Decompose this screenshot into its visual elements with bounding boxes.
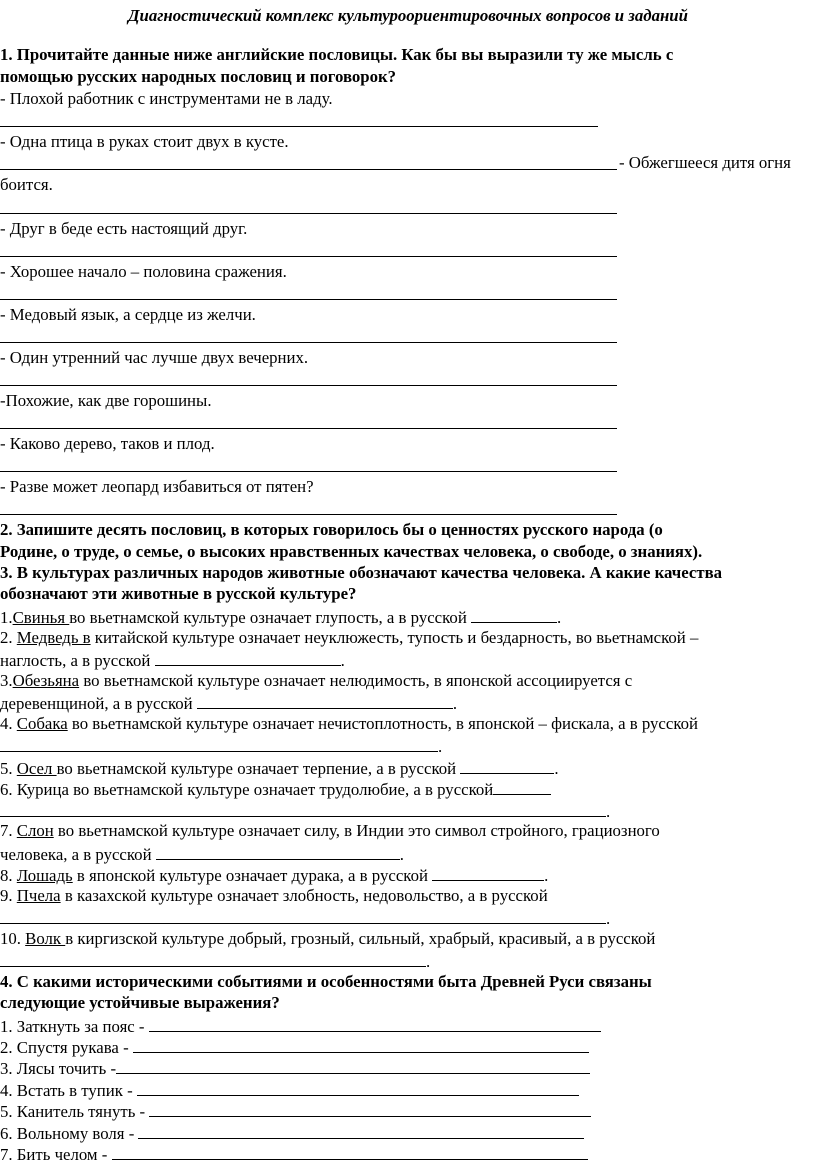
answer-blank[interactable] (149, 1015, 601, 1032)
answer-blank[interactable] (116, 1057, 590, 1074)
answer-blank[interactable] (460, 757, 554, 774)
animal-word: Волк (25, 929, 66, 948)
answer-blank[interactable] (0, 800, 606, 817)
answer-blank[interactable] (197, 692, 453, 709)
q4-item-4: 4. Встать в тупик - (0, 1079, 579, 1101)
q3-item-9-cont: . (0, 907, 610, 929)
answer-line[interactable] (0, 299, 617, 300)
q1-heading-line1: 1. Прочитайте данные ниже английские пословицы. Как бы вы выразили ту же мысль с (0, 45, 674, 64)
animal-word: Собака (16, 714, 68, 733)
q3-heading-line2: обозначают эти животные в русской культуре? (0, 584, 357, 603)
q1-proverb-7: - Один утренний час лучше двух вечерних. (0, 348, 309, 367)
q3-item-2-cont: наглость, а в русской . (0, 651, 345, 670)
answer-line[interactable] (0, 126, 598, 127)
q4-item-2: 2. Спустя рукава - (0, 1036, 589, 1058)
q1-proverb-10: - Разве может леопард избавиться от пятен? (0, 477, 314, 496)
q1-proverb-8: -Похожие, как две горошины. (0, 391, 212, 410)
answer-line[interactable] (0, 471, 617, 472)
animal-word: Лошадь (16, 866, 73, 885)
q3-item-10-cont: . (0, 950, 430, 972)
answer-blank[interactable] (432, 864, 544, 881)
answer-blank[interactable] (471, 606, 557, 623)
animal-word: Пчела (16, 886, 61, 905)
q3-item-5: 5. Осел во вьетнамской культуре означает терпение, а в русской . (0, 759, 559, 778)
animal-word: Осел (16, 759, 57, 778)
animal-word: Медведь в (16, 628, 91, 647)
q1-proverb-2: - Одна птица в руках стоит двух в кусте. (0, 132, 289, 151)
answer-line[interactable] (0, 428, 617, 429)
answer-blank[interactable] (112, 1143, 588, 1160)
answer-blank[interactable] (138, 1122, 584, 1139)
q4-item-3: 3. Лясы точить - (0, 1057, 590, 1079)
q4-item-5: 5. Канитель тянуть - (0, 1100, 591, 1122)
q4-item-6: 6. Вольному воля - (0, 1122, 584, 1144)
page-title: Диагностический комплекс культуроориентировочных вопросов и заданий (128, 6, 688, 25)
q4-heading-line2: следующие устойчивые выражения? (0, 993, 280, 1012)
q4-heading-line1: 4. С какими историческими событиями и особенностями быта Древней Руси связаны (0, 972, 652, 991)
q2-line1: 2. Запишите десять пословиц, в которых говорилось бы о ценностях русского народа (о (0, 520, 663, 539)
q4-item-7: 7. Бить челом - (0, 1143, 588, 1165)
q3-item-7: 7. Слон во вьетнамской культуре означает силу, в Индии это символ стройного, грациозного (0, 821, 660, 840)
q3-item-7-cont: человека, а в русской . (0, 845, 404, 864)
answer-line[interactable] (0, 385, 617, 386)
answer-line[interactable] (0, 213, 617, 214)
q4-item-1: 1. Заткнуть за пояс - (0, 1015, 601, 1037)
q2-line2: Родине, о труде, о семье, о высоких нравственных качествах человека, о свободе, о знаниях). (0, 542, 703, 561)
answer-blank[interactable] (155, 649, 341, 666)
q1-proverb-5: - Хорошее начало – половина сражения. (0, 262, 287, 281)
q1-heading-line2: помощью русских народных пословиц и поговорок? (0, 67, 397, 86)
answer-blank[interactable] (0, 735, 438, 752)
q3-heading-line1: 3. В культурах различных народов животные обозначают качества человека. А какие качества (0, 563, 723, 582)
q3-item-3: 3.Обезьяна во вьетнамской культуре означает нелюдимость, в японской ассоциируется с (0, 671, 633, 690)
q3-item-3-cont: деревенщиной, а в русской . (0, 694, 458, 713)
q3-item-9: 9. Пчела в казахской культуре означает злобность, недовольство, а в русской (0, 886, 548, 905)
answer-line[interactable] (0, 514, 617, 515)
q3-item-6: 6. Курица во вьетнамской культуре означает трудолюбие, а в русской (0, 778, 551, 800)
q3-item-10: 10. Волк в киргизской культуре добрый, грозный, сильный, храбрый, красивый, а в русской (0, 929, 656, 948)
q3-item-6-cont: . (0, 800, 610, 822)
answer-line[interactable] (0, 256, 617, 257)
answer-line[interactable] (0, 342, 617, 343)
animal-word: Слон (16, 821, 54, 840)
answer-blank[interactable] (0, 950, 426, 967)
animal-word: Свинья (12, 608, 70, 627)
q1-proverb-6: - Медовый язык, а сердце из желчи. (0, 305, 256, 324)
q1-proverb-3-part2: боится. (0, 175, 53, 194)
q1-proverb-3-part1: - Обжегшееся дитя огня (619, 153, 791, 172)
q3-item-1: 1.Свинья во вьетнамской культуре означает глупость, а в русской . (0, 608, 562, 627)
q3-item-4: 4. Собака во вьетнамской культуре означает нечистоплотность, в японской – фискала, а в русской (0, 714, 698, 733)
answer-blank[interactable] (149, 1100, 591, 1117)
q3-item-2: 2. Медведь в китайской культуре означает неуклюжесть, тупость и бездарность, во вьетнамской – (0, 628, 699, 647)
q1-proverb-1: - Плохой работник с инструментами не в ладу. (0, 89, 333, 108)
animal-word: Обезьяна (12, 671, 80, 690)
answer-blank[interactable] (133, 1036, 589, 1053)
answer-blank[interactable] (0, 907, 606, 924)
answer-line[interactable] (0, 169, 617, 170)
q3-item-8: 8. Лошадь в японской культуре означает дурака, а в русской . (0, 866, 549, 885)
answer-blank[interactable] (156, 843, 400, 860)
answer-blank[interactable] (493, 778, 551, 795)
q1-proverb-4: - Друг в беде есть настоящий друг. (0, 219, 248, 238)
q1-proverb-9: - Каково дерево, таков и плод. (0, 434, 215, 453)
answer-blank[interactable] (137, 1079, 579, 1096)
q3-item-4-cont: . (0, 735, 442, 757)
